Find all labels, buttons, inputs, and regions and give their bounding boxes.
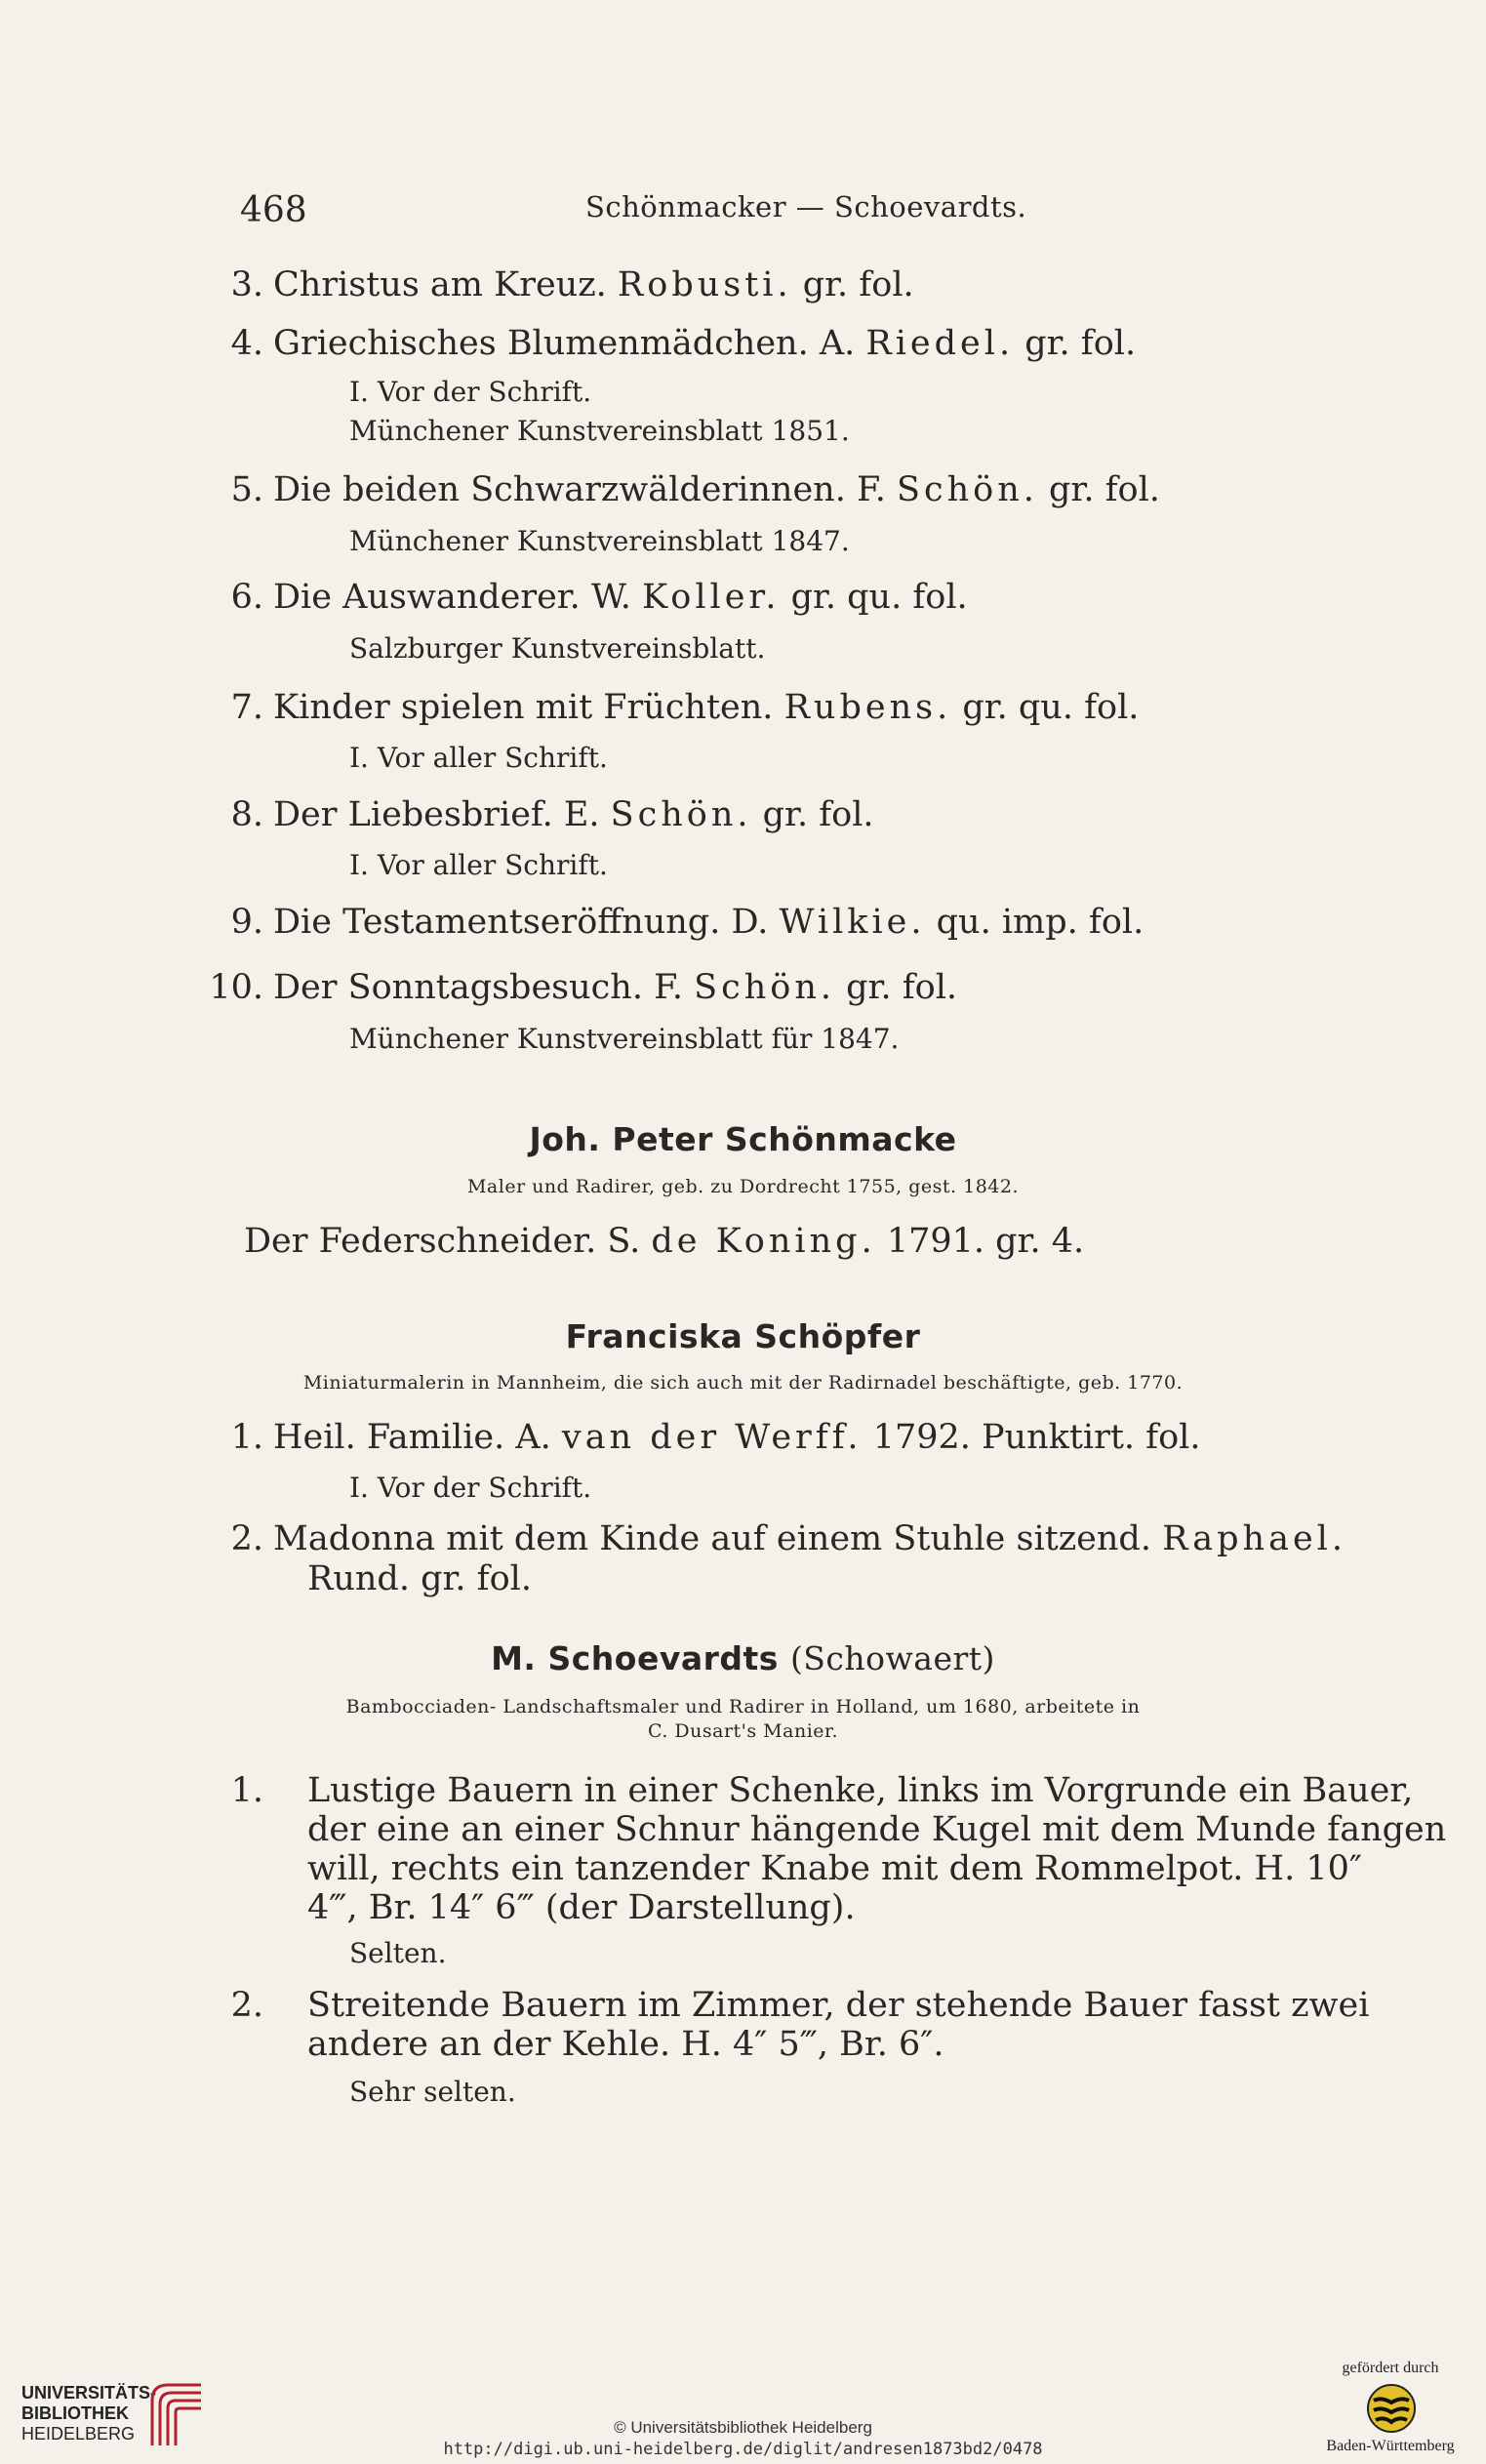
copyright-text: © Universitätsbibliothek Heidelberg [614,2418,872,2437]
library-logo-text: UNIVERSITÄTS- BIBLIOTHEK HEIDELBERG [21,2383,157,2444]
entry-9: 9. Die Testamentseröffnung. D. Wilkie. qu. imp. fol. [230,903,1145,942]
artist3-entry-2-note: Sehr selten. [349,2076,516,2108]
entry-7-note: I. Vor aller Schrift. [349,742,608,774]
entry-10-note: Münchener Kunstvereinsblatt für 1847. [349,1023,900,1055]
entry-8-note: I. Vor aller Schrift. [349,849,608,881]
artist-heading: Franciska Schöpfer [565,1317,921,1355]
entry-5-note: Münchener Kunstvereinsblatt 1847. [349,525,850,557]
artist1-entry: Der Federschneider. S. de Koning. 1791. gr. 4. [244,1222,1085,1261]
artist2-entry-2: 2. Madonna mit dem Kinde auf einem Stuhle sitzend. Raphael. [230,1519,1346,1558]
artist-bio: Miniaturmalerin in Mannheim, die sich auch mit der Radirnadel beschäftigte, geb. 1770. [302,1372,1184,1394]
artist-heading: M. Schoevardts (Schowaert) [491,1639,995,1677]
artist3-entry-2-line-1: Streitende Bauern im Zimmer, der stehende Bauer fasst zwei [307,1986,1370,2025]
artist3-entry-1-num: 1. [230,1771,263,1810]
artist-bio-line-1: Bambocciaden- Landschaftsmaler und Radirer in Holland, um 1680, arbeitete in [345,1696,1141,1717]
entry-10: 10. Der Sonntagsbesuch. F. Schön. gr. fol. [209,968,958,1007]
sponsor-label: Baden-Württemberg [1326,2438,1455,2454]
entry-5: 5. Die beiden Schwarzwälderinnen. F. Schön. gr. fol. [230,470,1160,509]
artist3-entry-1-note: Selten. [349,1937,447,1969]
artist-bio-line-2: C. Dusart's Manier. [647,1720,839,1742]
artist2-entry-1-note: I. Vor der Schrift. [349,1472,592,1504]
entry-4: 4. Griechisches Blumenmädchen. A. Riedel. gr. fol. [230,324,1137,363]
artist3-entry-2-num: 2. [230,1986,263,2025]
artist3-entry-1-line-4: 4‴, Br. 14″ 6‴ (der Darstellung). [307,1888,856,1927]
artist2-entry-1: 1. Heil. Familie. A. van der Werff. 1792. Punktirt. fol. [230,1418,1201,1457]
artist3-entry-1-line-3: will, rechts ein tanzender Knabe mit dem Rommelpot. H. 10″ [307,1849,1362,1888]
artist3-entry-1-line-2: der eine an einer Schnur hängende Kugel mit dem Munde fangen [307,1810,1447,1849]
entry-4-note-2: Münchener Kunstvereinsblatt 1851. [349,415,850,447]
running-title: Schönmacker — Schoevardts. [585,190,1027,223]
artist-bio: Maler und Radirer, geb. zu Dordrecht 1755, gest. 1842. [466,1176,1020,1197]
funded-by-label: gefördert durch [1342,2360,1439,2376]
entry-8: 8. Der Liebesbrief. E. Schön. gr. fol. [230,795,874,834]
artist2-entry-2-line2: Rund. gr. fol. [307,1559,532,1598]
entry-7: 7. Kinder spielen mit Früchten. Rubens. gr. qu. fol. [230,688,1140,727]
page-number: 468 [240,190,307,230]
artist3-entry-2-line-2: andere an der Kehle. H. 4″ 5‴, Br. 6″. [307,2025,944,2064]
entry-6: 6. Die Auswanderer. W. Koller. gr. qu. fol. [230,578,968,617]
permalink-url[interactable]: http://digi.ub.uni-heidelberg.de/diglit/andresen1873bd2/0478 [443,2440,1043,2459]
entry-6-note: Salzburger Kunstvereinsblatt. [349,632,766,665]
artist-heading: Joh. Peter Schönmacke [529,1120,957,1158]
entry-3: 3. Christus am Kreuz. Robusti. gr. fol. [230,265,914,304]
state-coat-of-arms-icon [1364,2381,1419,2436]
artist3-entry-1-line-1: Lustige Bauern in einer Schenke, links im Vorgrunde ein Bauer, [307,1771,1414,1810]
entry-4-note-1: I. Vor der Schrift. [349,376,592,408]
